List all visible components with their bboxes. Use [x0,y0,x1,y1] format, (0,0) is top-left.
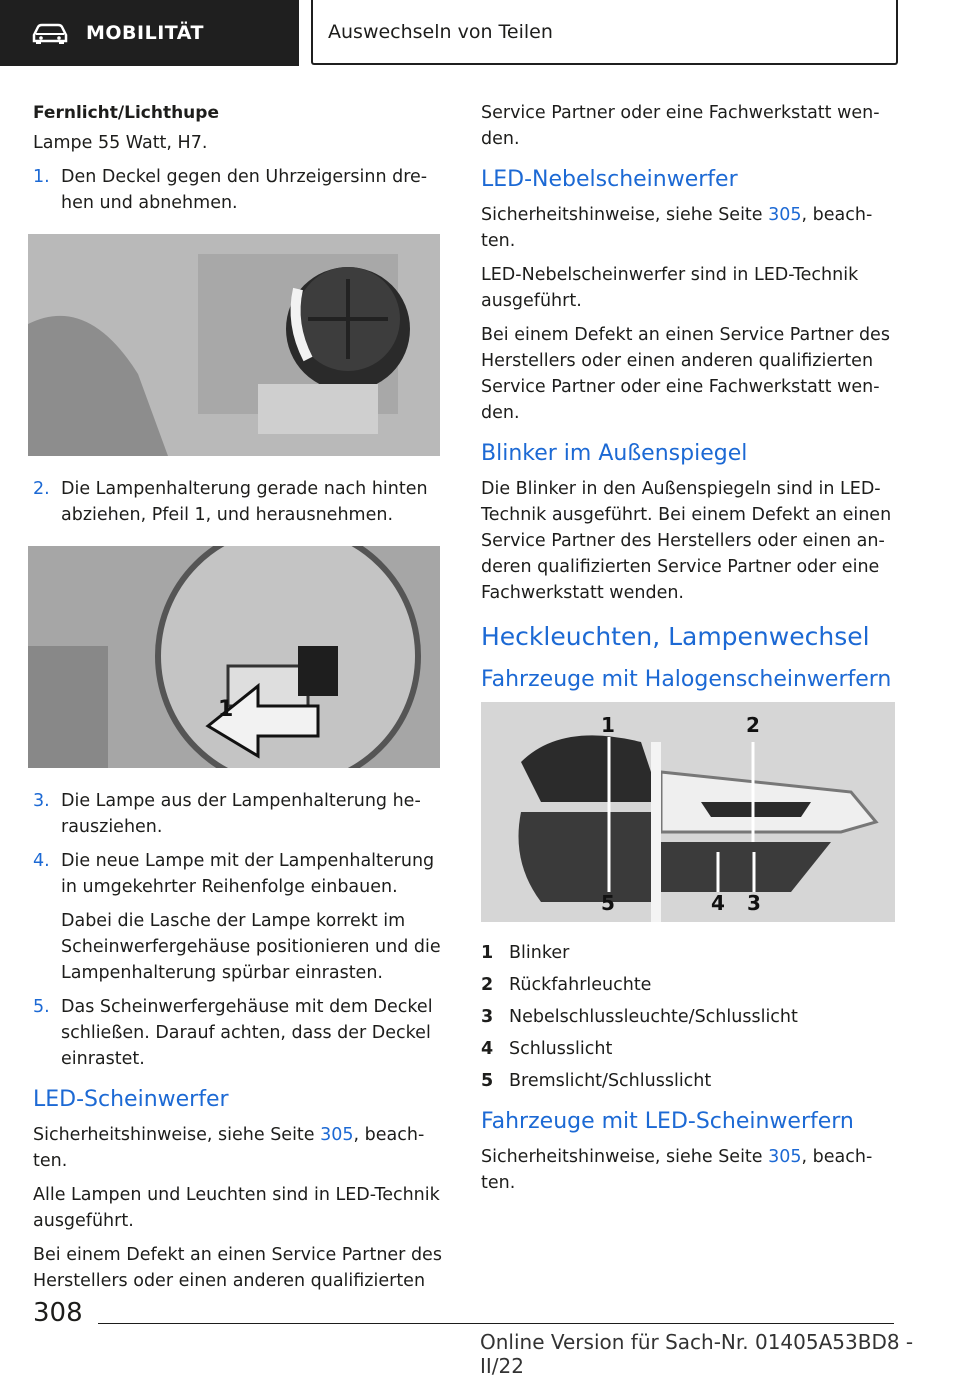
safety-text: Sicherheitshinweise, siehe Seite [481,1147,769,1167]
legend-row [481,1004,897,1030]
step-text: Die Lampe aus der Lampenhalterung herausziehen. [61,791,421,837]
heading-led-headlights: LED-Scheinwerfer [33,1087,229,1112]
page-number: 308 [33,1298,83,1328]
tail-light-illustration [481,702,895,922]
safety-note [33,1122,445,1174]
footer-version-text: Online Version für Sach-Nr. 01405A53BD8 - II/22 [480,1330,914,1378]
step-text: Das Scheinwerfergehäuse mit dem Deckel schließen. Darauf achten, dass der Deckel einrastet. [61,997,433,1069]
headlamp-cover-illustration [28,234,440,456]
car-icon [30,21,70,45]
list-item [33,476,445,528]
safety-text: Sicherheitshinweise, siehe Seite [481,205,769,225]
legend-label: Blinker [509,943,570,963]
safety-text: , beachten. [481,1147,873,1193]
safety-text: Sicherheitshinweise, siehe Seite [33,1125,321,1145]
heading-tail-lights: Heckleuchten, Lampenwechsel [481,622,870,651]
steps-list [33,788,445,1072]
legend-row [481,972,897,998]
safety-text: , beachten. [33,1125,425,1171]
section-title: MOBILITÄT [86,22,204,44]
legend-label: Bremslicht/Schlusslicht [509,1071,712,1091]
callout-label: 5 [601,891,615,915]
left-column [33,100,445,1302]
steps-list [33,476,445,528]
step-number: 4. [33,851,50,871]
lamp-spec: Lampe 55 Watt, H7. [33,133,208,153]
step-number: 5. [33,997,50,1017]
tail-light-photo [481,702,895,922]
legend-number: 5 [481,1071,494,1091]
lamp-holder-photo [28,546,440,768]
step-text: Die Lampenhalterung gerade nach hinten abziehen, Pfeil 1, und herausnehmen. [61,479,428,525]
paragraph: Alle Lampen und Leuchten sind in LED-Technik ausgeführt. [33,1185,440,1231]
legend-row [481,940,897,966]
legend-label: Nebelschlussleuchte/Schlusslicht [509,1007,798,1027]
page-link[interactable]: 305 [768,205,802,225]
chapter-title: Auswechseln von Teilen [328,20,553,43]
safety-text: , beachten. [481,205,873,251]
heading-halogen-vehicles: Fahrzeuge mit Halogenscheinwerfern [481,667,892,692]
step-number: 1. [33,167,50,187]
legend-row [481,1068,897,1094]
legend-number: 4 [481,1039,494,1059]
callout-label: 4 [711,891,725,915]
headlamp-cover-photo [28,234,440,456]
page-header [0,0,960,66]
paragraph: Bei einem Defekt an einen Service Partner des Herstellers oder einen anderen qualifizierten Service Partner oder eine Fachwerkstatt wenden. [481,325,890,423]
heading-mirror-indicator: Blinker im Außenspiegel [481,441,748,466]
legend-row [481,1036,897,1062]
legend-number: 1 [481,943,494,963]
legend-number: 2 [481,975,494,995]
step-text: Die neue Lampe mit der Lampenhalterung in umgekehrter Reihenfolge einbauen. [61,851,435,897]
heading-led-fog-lights: LED-Nebelscheinwerfer [481,167,738,192]
safety-note [481,1144,897,1196]
page-link[interactable]: 305 [768,1147,802,1167]
section-tab[interactable] [0,0,299,66]
legend-label: Schlusslicht [509,1039,613,1059]
arrow-number-label: 1 [218,697,234,722]
step-text: Den Deckel gegen den Uhrzeigersinn drehen und abnehmen. [61,167,428,213]
page-link[interactable]: 305 [320,1125,354,1145]
step-note: Dabei die Lasche der Lampe korrekt im Scheinwerfergehäuse positionieren und die Lampenhalterung spürbar einrasten. [61,911,441,983]
legend-number: 3 [481,1007,494,1027]
paragraph: Bei einem Defekt an einen Service Partner des Herstellers oder einen anderen qualifizierten [33,1245,442,1291]
tail-light-legend [481,940,897,1094]
footer-divider [98,1323,894,1324]
callout-label: 1 [601,713,615,737]
list-item [33,994,445,1072]
list-item [33,164,445,216]
chapter-tab[interactable] [311,0,898,65]
step-number: 3. [33,791,50,811]
callout-label: 3 [747,891,761,915]
right-column [481,100,897,1204]
paragraph: Service Partner oder eine Fachwerkstatt wenden. [481,103,880,149]
callout-label: 2 [746,713,760,737]
step-number: 2. [33,479,50,499]
paragraph: LED-Nebelscheinwerfer sind in LED-Technik ausgeführt. [481,265,859,311]
lamp-holder-illustration [28,546,440,768]
subheading-high-beam: Fernlicht/Lichthupe [33,103,219,123]
legend-label: Rückfahrleuchte [509,975,652,995]
list-item [33,788,445,840]
paragraph: Die Blinker in den Außenspiegeln sind in LED-Technik ausgeführt. Bei einem Defekt an einen Service Partner des Herstellers oder einen anderen qualifizierten Service Partner oder eine Fachwerkstatt wenden. [481,479,892,603]
steps-list [33,164,445,216]
list-item [33,848,445,986]
heading-led-vehicles: Fahrzeuge mit LED-Scheinwerfern [481,1109,854,1134]
safety-note [481,202,897,254]
